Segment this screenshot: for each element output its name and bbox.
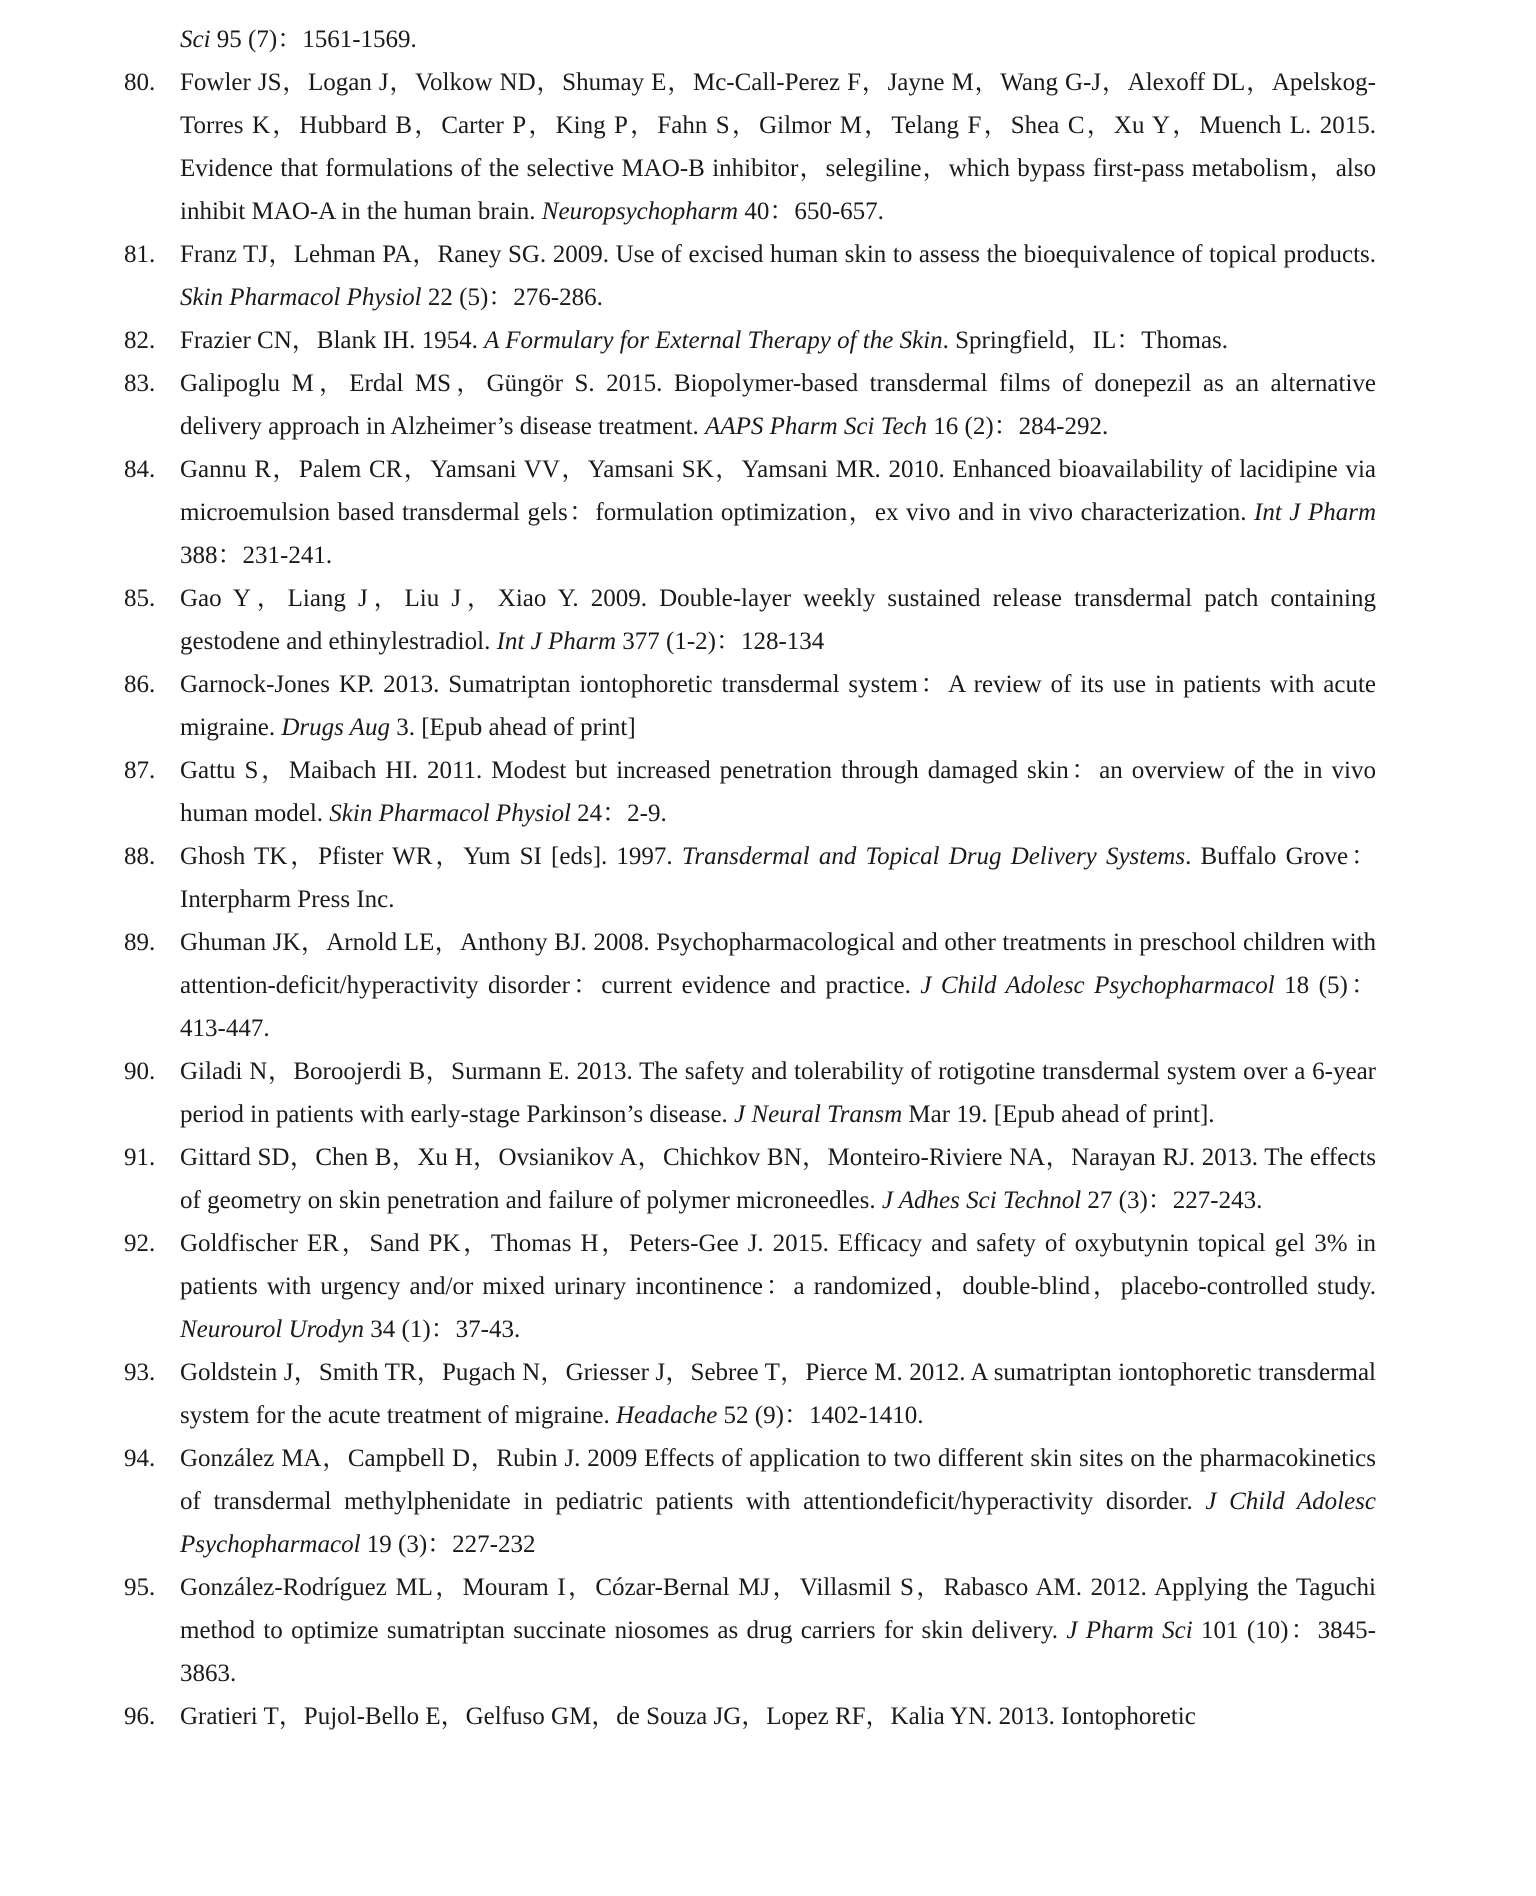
reference-body: Garnock-Jones KP. 2013. Sumatriptan iontophoretic transdermal system：A review of its use in patients with acute migraine. [180, 671, 1376, 741]
reference-item [0, 663, 1376, 749]
journal-name: Sci [180, 26, 211, 53]
reference-item [0, 1351, 1376, 1437]
journal-name: Neurourol Urodyn [180, 1316, 365, 1343]
reference-body: Fowler JS，Logan J，Volkow ND，Shumay E，Mc-Call-Perez F，Jayne M，Wang G-J，Alexoff DL，Apelskog-Torres K，Hubbard B，Carter P，King P，Fahn S，Gilmor M，Telang F，Shea C，Xu Y，Muench L. 2015. Evidence that formulations of the selective MAO-B inhibitor，selegiline，which bypass first-pass metabolism，also inhibit MAO-A in the human brain. [180, 69, 1376, 225]
citation-details: 22 (5)：276-286. [421, 284, 603, 311]
reference-item [0, 448, 1376, 577]
reference-item [0, 1050, 1376, 1136]
citation-details: . Buffalo Grove：Interpharm Press Inc. [180, 843, 1376, 913]
reference-number: 93. [124, 1359, 156, 1386]
reference-item [0, 362, 1376, 448]
reference-body: Frazier CN，Blank IH. 1954. [180, 327, 485, 354]
citation-details: 101 (10)：3845-3863. [180, 1617, 1376, 1687]
reference-text [180, 1574, 1376, 1687]
reference-body: Gao Y，Liang J，Liu J，Xiao Y. 2009. Double-layer weekly sustained release transdermal patch containing gestodene and ethinylestradiol. [180, 585, 1376, 655]
reference-text [180, 241, 1376, 311]
reference-body: Ghuman JK，Arnold LE，Anthony BJ. 2008. Psychopharmacological and other treatments in preschool children with attention-deficit/hyperactivity disorder：current evidence and practice. [180, 929, 1376, 999]
citation-details: 377 (1-2)：128-134 [616, 628, 825, 655]
reference-body: Gattu S，Maibach HI. 2011. Modest but increased penetration through damaged skin：an overview of the in vivo human model. [180, 757, 1376, 827]
reference-body: González MA，Campbell D，Rubin J. 2009 Effects of application to two different skin sites on the pharmacokinetics of transdermal methylphenidate in pediatric patients with attentiondeficit/hyperactivity disorder. [180, 1445, 1376, 1515]
reference-body: Ghosh TK，Pfister WR，Yum SI [eds]. 1997. [180, 843, 682, 870]
journal-name: AAPS Pharm Sci Tech [705, 413, 928, 440]
citation-details: 24：2-9. [570, 800, 667, 827]
journal-name: Int J Pharm [1254, 499, 1376, 526]
reference-body: Goldstein J，Smith TR，Pugach N，Griesser J，Sebree T，Pierce M. 2012. A sumatriptan iontophoretic transdermal system for the acute treatment of migraine. [180, 1359, 1376, 1429]
reference-number: 96. [124, 1703, 156, 1730]
reference-list [0, 18, 1536, 1738]
journal-name: Skin Pharmacol Physiol [180, 284, 422, 311]
reference-text [180, 671, 1376, 741]
journal-name: A Formulary for External Therapy of the Skin [484, 327, 943, 354]
reference-item [0, 835, 1376, 921]
reference-text [180, 26, 417, 53]
reference-body: Giladi N，Boroojerdi B，Surmann E. 2013. The safety and tolerability of rotigotine transdermal system over a 6-year period in patients with early-stage Parkinson’s disease. [180, 1058, 1376, 1128]
journal-name: J Pharm Sci [1066, 1617, 1193, 1644]
reference-item [0, 319, 1376, 362]
reference-number: 80. [124, 69, 156, 96]
reference-text [180, 1058, 1376, 1128]
reference-continuation [0, 18, 1376, 61]
citation-details: 16 (2)：284-292. [927, 413, 1109, 440]
reference-item [0, 1695, 1376, 1738]
reference-text [180, 370, 1376, 440]
reference-item [0, 1566, 1376, 1695]
reference-text [180, 327, 1228, 354]
reference-number: 85. [124, 585, 156, 612]
reference-number: 87. [124, 757, 156, 784]
reference-item [0, 921, 1376, 1050]
reference-body: Galipoglu M，Erdal MS，Güngör S. 2015. Biopolymer-based transdermal films of donepezil as an alternative delivery approach in Alzheimer’s disease treatment. [180, 370, 1376, 440]
reference-number: 94. [124, 1445, 156, 1472]
reference-number: 84. [124, 456, 156, 483]
journal-name: J Neural Transm [734, 1101, 903, 1128]
reference-text [180, 1445, 1376, 1558]
reference-number: 95. [124, 1574, 156, 1601]
reference-text [180, 843, 1376, 913]
citation-details: 40：650-657. [738, 198, 884, 225]
citation-details: 52 (9)：1402-1410. [717, 1402, 924, 1429]
reference-number: 92. [124, 1230, 156, 1257]
reference-item [0, 749, 1376, 835]
citation-details: 34 (1)：37-43. [364, 1316, 521, 1343]
reference-number: 86. [124, 671, 156, 698]
reference-text [180, 929, 1376, 1042]
journal-name: Int J Pharm [496, 628, 616, 655]
reference-number: 90. [124, 1058, 156, 1085]
citation-details: . Springfield，IL：Thomas. [942, 327, 1229, 354]
journal-name: Skin Pharmacol Physiol [329, 800, 571, 827]
reference-body: Gannu R，Palem CR，Yamsani VV，Yamsani SK，Yamsani MR. 2010. Enhanced bioavailability of lacidipine via microemulsion based transdermal gels：formulation optimization，ex vivo and in vivo characterization. [180, 456, 1376, 526]
citation-details: Mar 19. [Epub ahead of print]. [902, 1101, 1215, 1128]
reference-body: Goldfischer ER，Sand PK，Thomas H，Peters-Gee J. 2015. Efficacy and safety of oxybutynin topical gel 3% in patients with urgency and/or mixed urinary incontinence：a randomized，double-blind，placebo-controlled study. [180, 1230, 1376, 1300]
reference-text [180, 1703, 1196, 1730]
journal-name: J Child Adolesc Psychopharmacol [920, 972, 1275, 999]
journal-name: Neuropsychopharm [541, 198, 739, 225]
reference-text [180, 1144, 1376, 1214]
citation-details: 3. [Epub ahead of print] [389, 714, 636, 741]
reference-body: Gratieri T，Pujol-Bello E，Gelfuso GM，de Souza JG，Lopez RF，Kalia YN. 2013. Iontophoretic [180, 1703, 1196, 1730]
reference-body: Gittard SD，Chen B，Xu H，Ovsianikov A，Chichkov BN，Monteiro-Riviere NA，Narayan RJ. 2013. The effects of geometry on skin penetration and failure of polymer microneedles. [180, 1144, 1376, 1214]
reference-number: 88. [124, 843, 156, 870]
reference-item [0, 61, 1376, 233]
reference-text [180, 1230, 1376, 1343]
reference-text [180, 1359, 1376, 1429]
journal-name: Transdermal and Topical Drug Delivery Systems [681, 843, 1186, 870]
citation-details: 95 (7)：1561-1569. [210, 26, 417, 53]
citation-details: 388：231-241. [180, 542, 333, 569]
journal-name: J Child Adolesc Psychopharmacol [180, 1488, 1376, 1558]
journal-name: Headache [615, 1402, 718, 1429]
reference-number: 83. [124, 370, 156, 397]
reference-number: 91. [124, 1144, 156, 1171]
reference-item [0, 233, 1376, 319]
journal-name: Drugs Aug [281, 714, 390, 741]
reference-text [180, 757, 1376, 827]
journal-name: J Adhes Sci Technol [881, 1187, 1082, 1214]
reference-item [0, 577, 1376, 663]
reference-entries [0, 61, 1536, 1738]
reference-number: 82. [124, 327, 156, 354]
citation-details: 19 (3)：227-232 [360, 1531, 536, 1558]
reference-item [0, 1437, 1376, 1566]
reference-item [0, 1136, 1376, 1222]
reference-body: González-Rodríguez ML，Mouram I，Cózar-Bernal MJ，Villasmil S，Rabasco AM. 2012. Applying the Taguchi method to optimize sumatriptan succinate niosomes as drug carriers for skin delivery. [180, 1574, 1376, 1644]
citation-details: 27 (3)：227-243. [1081, 1187, 1263, 1214]
reference-text [180, 69, 1376, 225]
reference-item [0, 1222, 1376, 1351]
reference-text [180, 456, 1376, 569]
reference-text [180, 585, 1376, 655]
reference-number: 89. [124, 929, 156, 956]
reference-body: Franz TJ，Lehman PA，Raney SG. 2009. Use of excised human skin to assess the bioequivalence of topical products. [180, 241, 1376, 268]
reference-number: 81. [124, 241, 156, 268]
citation-details: 18 (5)：413-447. [180, 972, 1376, 1042]
